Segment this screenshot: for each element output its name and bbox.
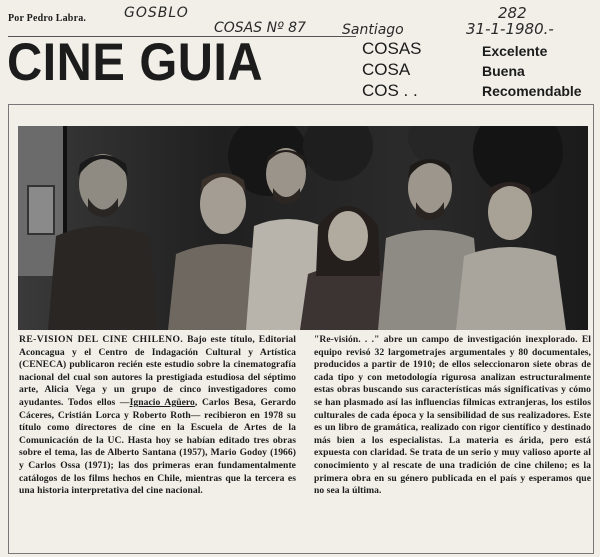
article-text: Bajo este título, Editorial Aconcagua y el Centro de Indagación Cultural y Artística (CENECA) publicaron recién este estudio sobre la cinematografía nacional del cual son autores la prestigiada estudiosa del séptimo arte, Alicia Vega y un grupo de cinco investigadores como ayudantes. Todos ellos — (19, 334, 296, 408)
rating-meanings (482, 41, 582, 101)
rating-symbol: COS . . (362, 81, 418, 100)
article-left-column (19, 334, 296, 498)
handwritten-date: 31-1-1980.- (466, 20, 554, 38)
rating-meaning: Recomendable (482, 83, 582, 99)
handwritten-source: COSAS Nº 87 (214, 20, 306, 36)
rating-meaning: Buena (482, 63, 525, 79)
article-right-paragraph: "Re-visión. . ." abre un campo de investigación inexplorado. El equipo revisó 32 largometrajes argumentales y 80 documentales, producidos a partir de 1910; de ellos seleccionaron siete obras de cada tipo y con metodología rigurosa analizan estructuralmente estas obras buscando sus características más significativas y cómo se han plasmado así las influencias fílmicas extranjeras, los estilos culturales de cada época y la sensibilidad de sus realizadores. Este es un libro de gramática, realizado con rigor científico y destinado más bien a los especialistas. La materia es árida, pero está expuesta con claridad. Se trata de un serio y muy valioso aporte al conocimiento y al rescate de una tradición de cine chileno; es la primera obra en su género publicada en el país y esperamos que no sea la última. (314, 334, 591, 497)
article-right-column (314, 334, 591, 498)
article-text: , Carlos Besa, Gerardo Cáceres, Cristián Lorca y Roberto Roth— recibieron en 1978 su título como directores de cine en la Escuela de Artes de la Comunicación de la UC. Hasta hoy se habían editado tres obras sobre el tema, las de Alberto Santana (1957), Mario Godoy (1966) y Carlos Ossa (1971); las dos primeras eran fundamentalmente catálogos de los films hechos en Chile, mientras que la tercera es una historia interpretativa del cine nacional. (19, 396, 296, 497)
article-lead: RE-VISION DEL CINE CHILENO. (19, 334, 184, 345)
handwritten-page: 282 (498, 4, 527, 22)
rating-symbols (362, 38, 422, 101)
rating-symbol: COSAS (362, 39, 422, 58)
group-photo (18, 126, 588, 330)
headline: CINE GUIA (7, 33, 264, 92)
handwritten-note: GOSBLO (124, 5, 189, 21)
article-name-underlined: Ignacio Agüero (129, 396, 195, 408)
handwritten-city: Santiago (342, 22, 404, 38)
rating-symbol: COSA (362, 60, 411, 79)
byline: Por Pedro Labra. (8, 13, 87, 24)
rating-meaning: Excelente (482, 43, 548, 59)
article-left-paragraph (19, 334, 296, 498)
group-photo-image (18, 126, 588, 330)
